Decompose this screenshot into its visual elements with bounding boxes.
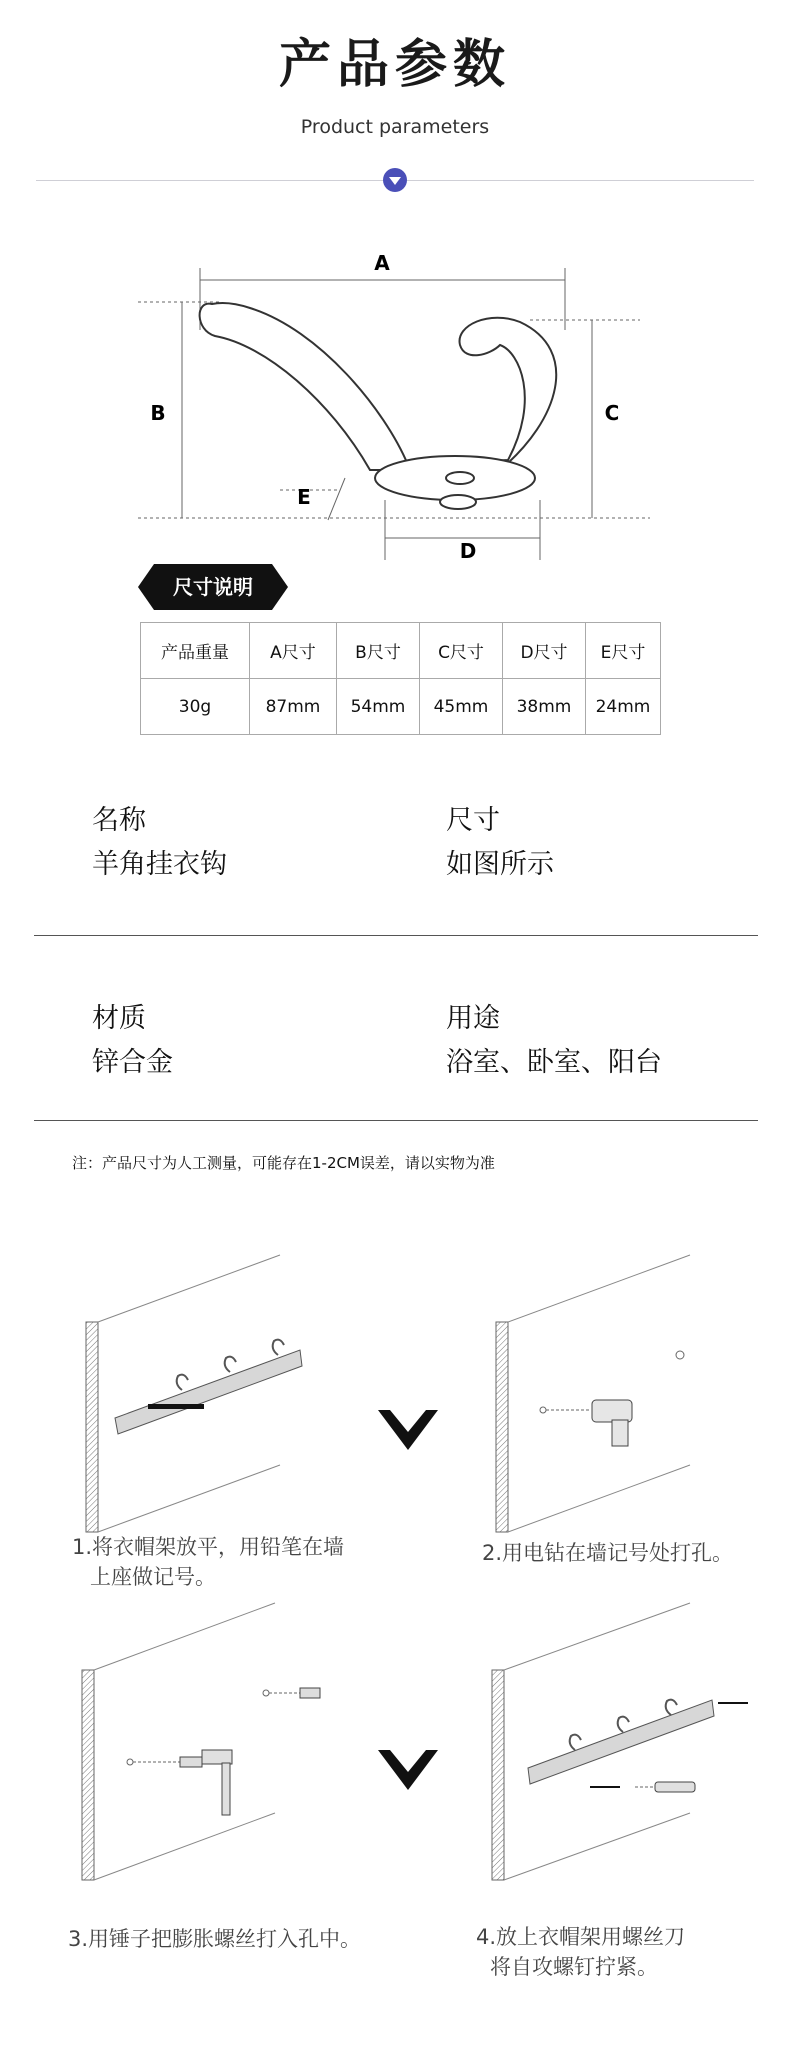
size-value: 如图所示 (446, 849, 554, 880)
usage-value: 浴室、卧室、阳台 (446, 1047, 662, 1078)
spec-table (140, 622, 661, 735)
name-value: 羊角挂衣钩 (92, 849, 227, 880)
table-header-cell: 产品重量 (141, 623, 250, 679)
chevron-down-icon (378, 1750, 438, 1790)
dim-label-e: E (297, 485, 311, 509)
dim-label-b: B (150, 401, 166, 425)
table-row (141, 679, 661, 735)
table-cell: 30g (141, 679, 250, 735)
table-cell: 45mm (420, 679, 503, 735)
table-cell: 54mm (337, 679, 420, 735)
dim-label-a: A (374, 251, 390, 275)
step-3-illustration (82, 1603, 320, 1880)
size-label: 尺寸 (446, 805, 500, 836)
step-1-illustration (86, 1255, 302, 1532)
step-2-caption: 2.用电钻在墙记号处打孔。 (482, 1541, 734, 1565)
table-header-cell: E尺寸 (586, 623, 661, 679)
page-subtitle: Product parameters (300, 116, 490, 138)
installation-steps-illustration (0, 1200, 790, 2020)
table-header-cell: C尺寸 (420, 623, 503, 679)
table-cell: 87mm (250, 679, 337, 735)
step-1-caption: 1.将衣帽架放平，用铅笔在墙 上座做记号。 (72, 1535, 345, 1589)
step-4-caption: 4.放上衣帽架用螺丝刀 将自攻螺钉拧紧。 (476, 1925, 686, 1979)
dim-label-d: D (459, 539, 477, 560)
step-2-illustration (496, 1255, 690, 1532)
table-header-row (141, 623, 661, 679)
measurement-note: 注：产品尺寸为人工测量，可能存在1-2CM误差，请以实物为准 (72, 1154, 495, 1172)
name-label: 名称 (92, 805, 146, 836)
table-header-cell: B尺寸 (337, 623, 420, 679)
step-4-illustration (492, 1603, 748, 1880)
info-divider (34, 935, 758, 936)
table-cell: 38mm (503, 679, 586, 735)
table-header-cell: A尺寸 (250, 623, 337, 679)
size-info-tag-label: 尺寸说明 (173, 575, 253, 599)
material-label: 材质 (92, 1003, 146, 1034)
info-divider (34, 1120, 758, 1121)
table-cell: 24mm (586, 679, 661, 735)
chevron-down-icon (378, 1410, 438, 1450)
hook-dimension-diagram (0, 0, 790, 560)
material-value: 锌合金 (92, 1047, 173, 1078)
step-3-caption: 3.用锤子把膨胀螺丝打入孔中。 (68, 1927, 362, 1951)
page-title: 产品参数 (278, 35, 511, 95)
dim-label-c: C (604, 401, 620, 425)
usage-label: 用途 (446, 1003, 500, 1034)
table-header-cell: D尺寸 (503, 623, 586, 679)
